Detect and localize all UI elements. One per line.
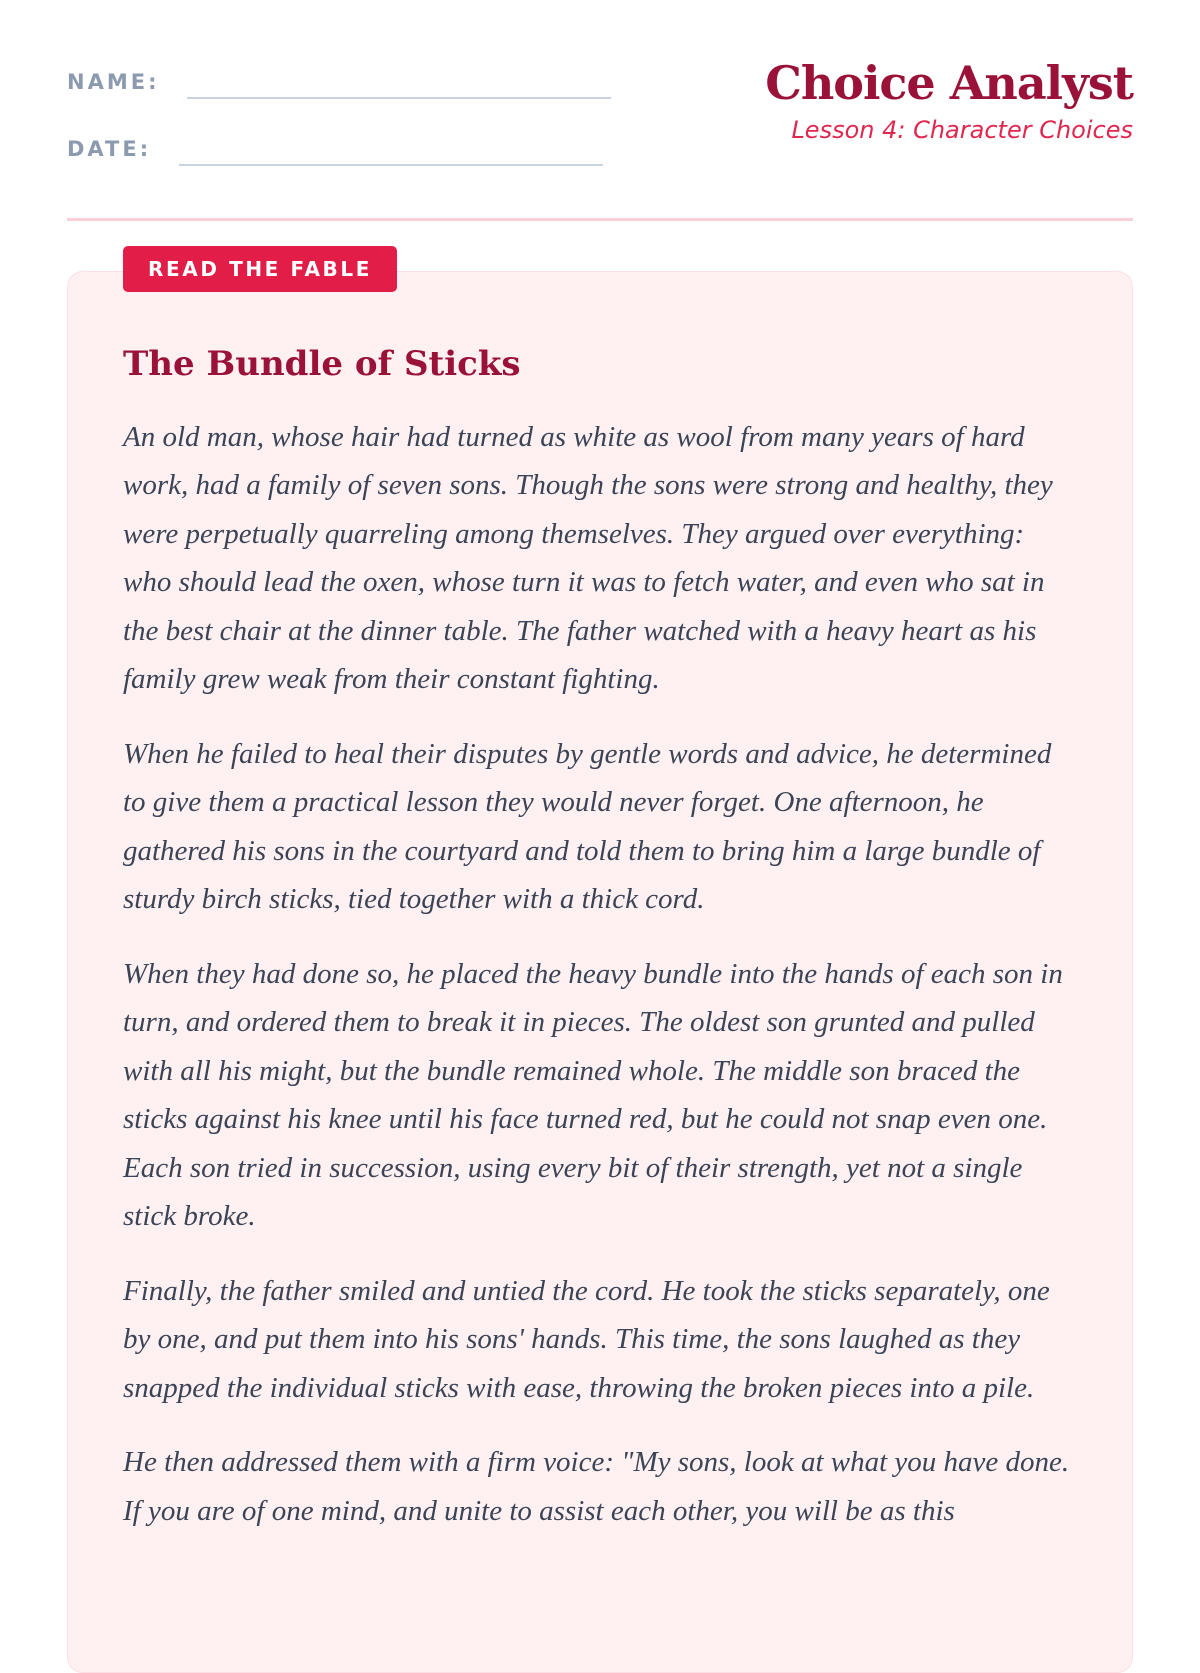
worksheet-title: Choice Analyst	[765, 56, 1133, 110]
date-label: DATE:	[67, 137, 152, 161]
name-label: NAME:	[67, 70, 160, 94]
fable-story	[123, 344, 1073, 1561]
name-field	[67, 72, 611, 93]
worksheet-brand	[765, 58, 1133, 143]
worksheet-header	[67, 0, 1133, 221]
worksheet-page	[67, 0, 1133, 1527]
story-paragraph: An old man, whose hair had turned as white as wool from many years of hard work, had a family of seven sons. Though the sons were strong and healthy, they were perpetually quarreling among themselves. They argued over everything: who should lead the oxen, whose turn it was to fetch water, and even who sat in the best chair at the dinner table. The father watched with a heavy heart as his family grew weak from their constant fighting.	[123, 420, 1053, 696]
section-tag: READ THE FABLE	[123, 246, 397, 292]
story-paragraph: When they had done so, he placed the heavy bundle into the hands of each son in turn, and ordered them to break it in pieces. The oldest son grunted and pulled with all his might, but the bundle remained whole. The middle son braced the sticks against his knee until his face turned red, but he could not snap even one. Each son tried in succession, using every bit of their strength, yet not a single stick broke.	[123, 957, 1063, 1233]
name-input-line[interactable]	[187, 97, 611, 99]
story-paragraph: When he failed to heal their disputes by gentle words and advice, he determined to give them a practical lesson they would never forget. One afternoon, he gathered his sons in the courtyard and told them to bring him a large bundle of sturdy birch sticks, tied together with a thick cord.	[123, 737, 1052, 916]
story-title: The Bundle of Sticks	[123, 344, 521, 384]
fable-section	[67, 257, 1133, 1673]
date-input-line[interactable]	[179, 164, 603, 166]
story-paragraph: He then addressed them with a firm voice: "My sons, look at what you have done. If you are of one mind, and unite to assist each other, you will be as this	[123, 1446, 1070, 1527]
story-paragraph: Finally, the father smiled and untied the cord. He took the sticks separately, one by one, and put them into his sons' hands. This time, the sons laughed as they snapped the individual sticks with ease, throwing the broken pieces into a pile.	[123, 1274, 1050, 1404]
date-field	[67, 139, 603, 160]
lesson-subtitle: Lesson 4: Character Choices	[791, 115, 1133, 144]
